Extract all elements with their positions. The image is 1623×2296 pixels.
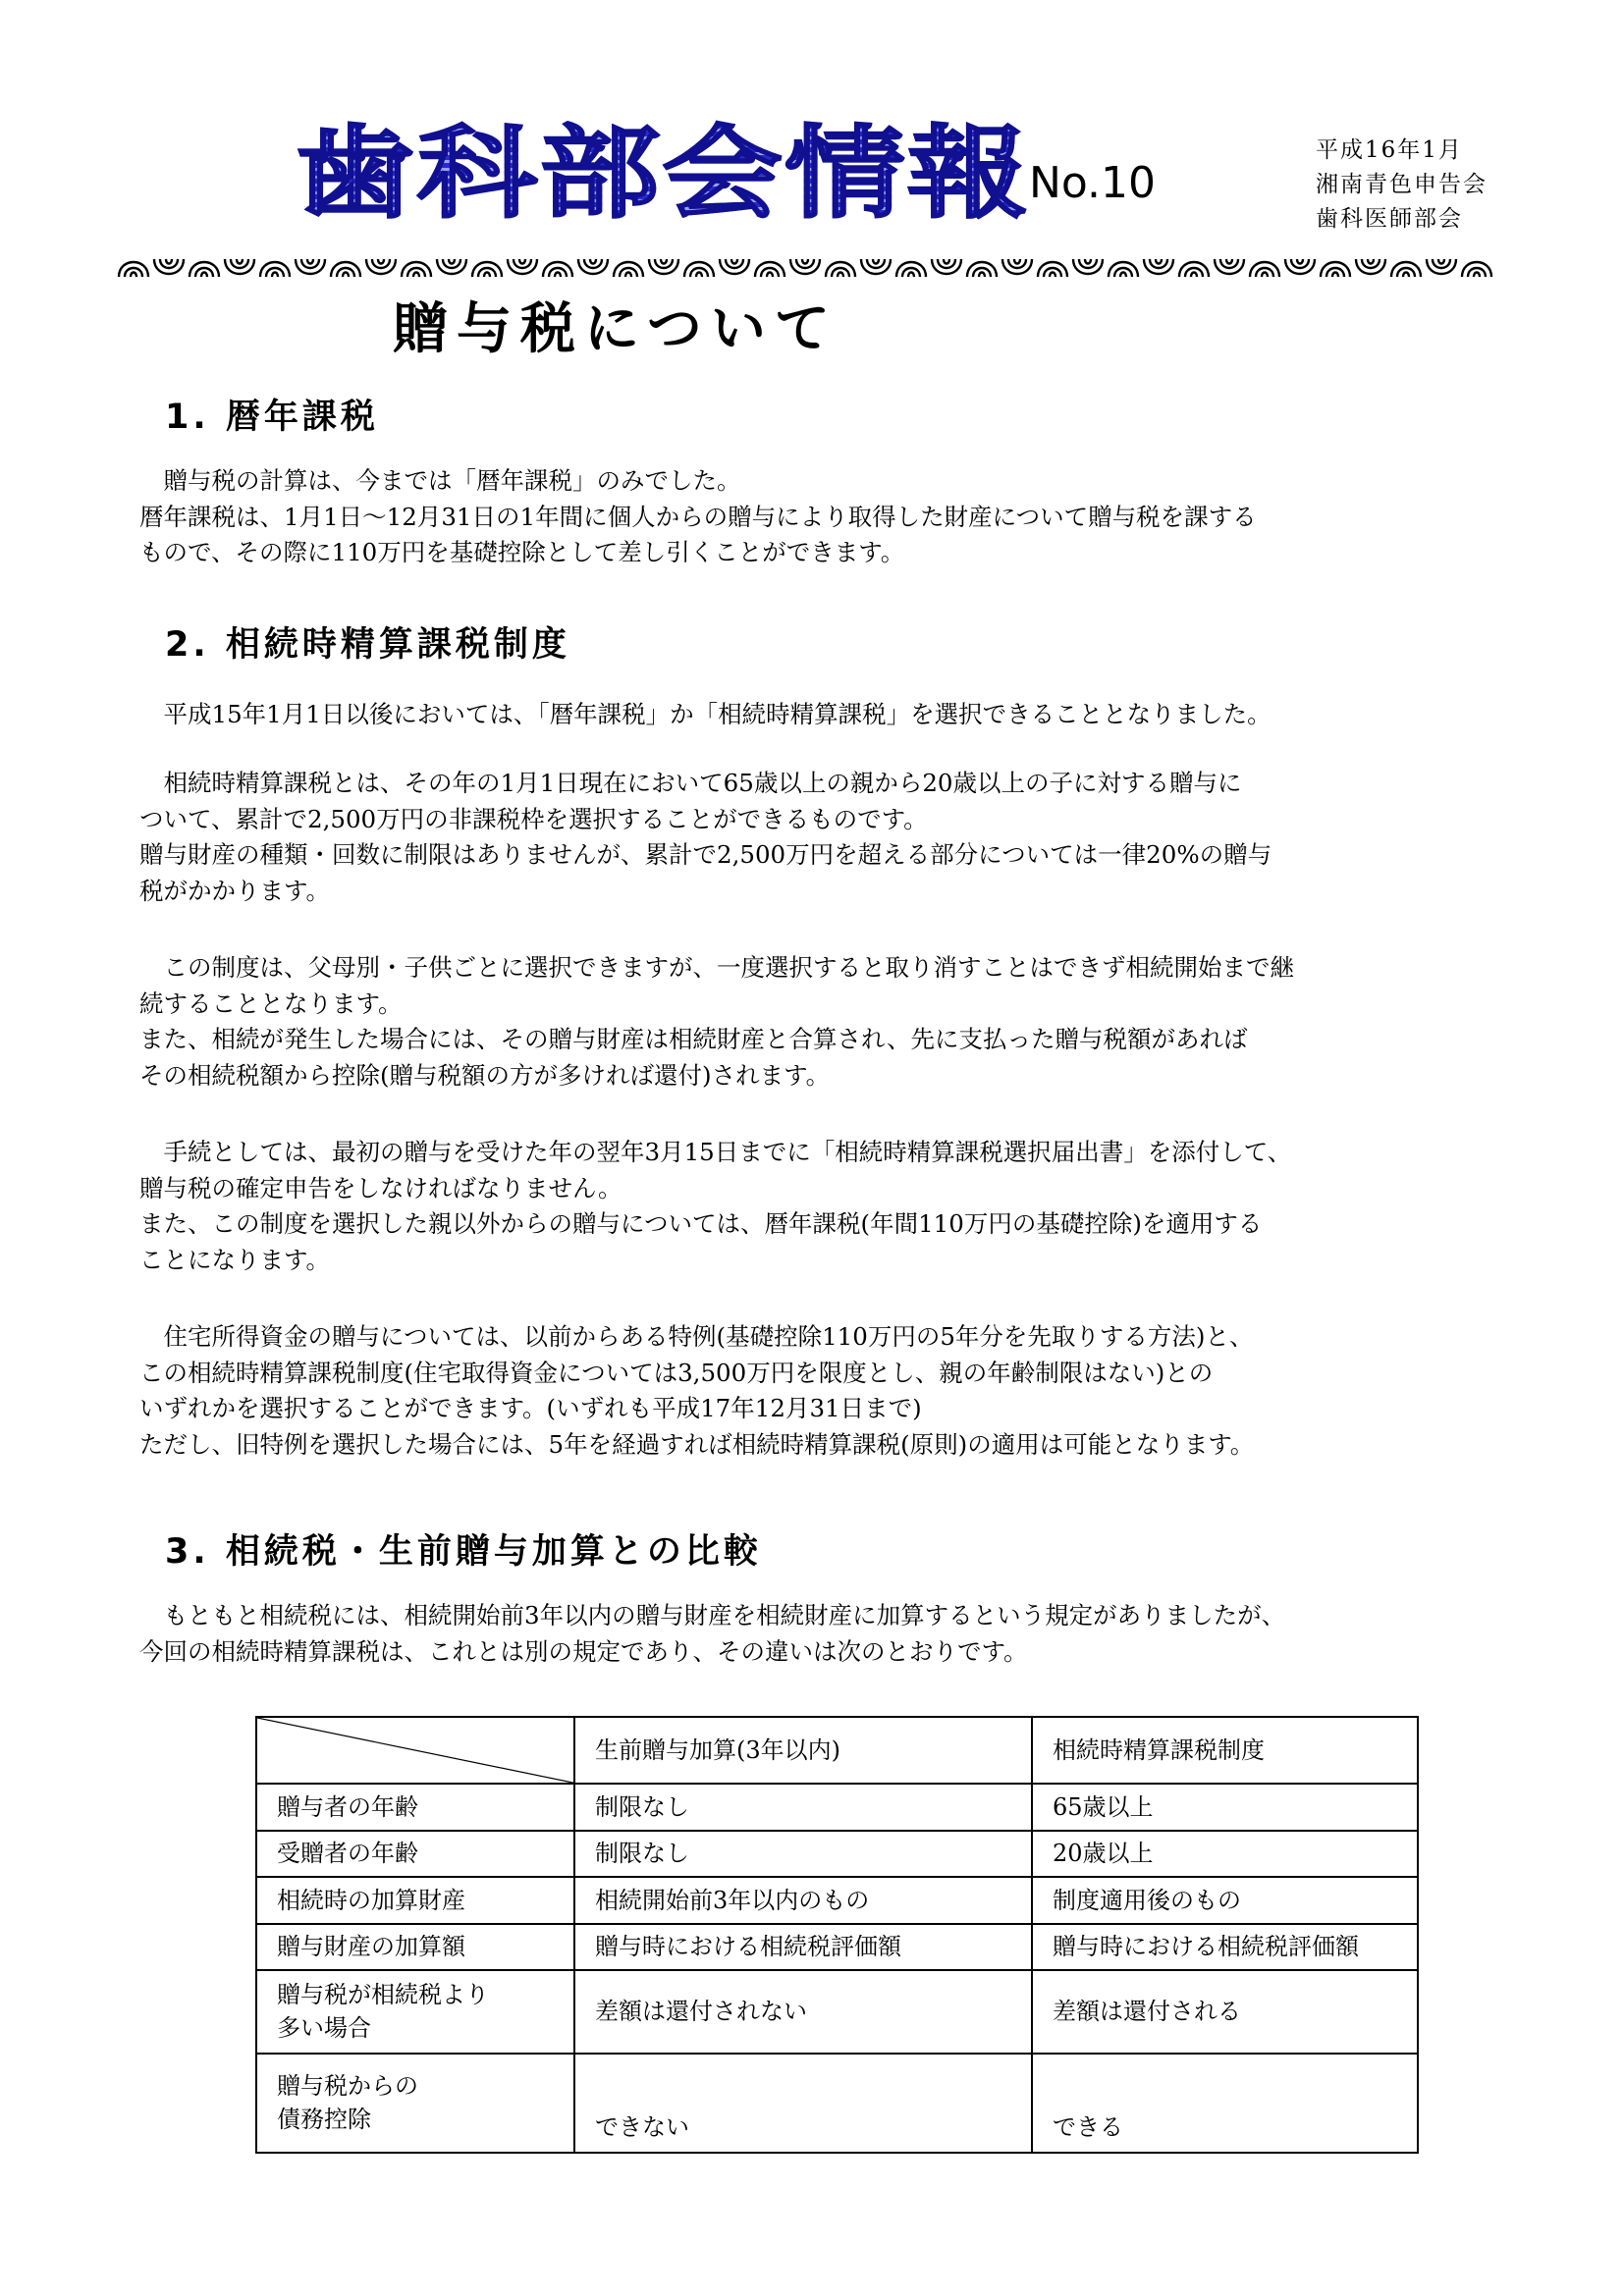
ornament-motif [119,262,148,277]
ornament-motif [1391,262,1421,277]
cell-text: 65歳以上 [1053,1792,1154,1821]
ornament-motif [366,259,396,274]
ornament-motif [1002,259,1032,274]
ornament-motif [1215,259,1244,274]
table-row [256,1877,1418,1923]
paragraph [139,697,1534,733]
table-row [256,1831,1418,1877]
ornament-motif [932,259,961,274]
table-cell [574,1970,1032,2054]
text-line: ただし、旧特例を選択した場合には、5年を経過すれば相続時精算課税(原則)の適用は可能となります。 [139,1429,1255,1459]
table-cell [574,1784,1032,1830]
text-line: いずれかを選択することができます。(いずれも平成17年12月31日まで) [139,1394,922,1422]
row-label-cell [256,1924,574,1970]
publisher-date: 平成16年1月 [1316,137,1463,163]
text-line: この相続時精算課税制度(住宅取得資金については3,500万円を限度とし、親の年齢制限はない)との [139,1358,1214,1387]
cell-text: 20歳以上 [1053,1840,1154,1868]
ornament-motif [225,259,254,274]
row-label: 贈与財産の加算額 [277,1933,465,1961]
text-line: ことになります。 [139,1245,331,1274]
cell-text: 制限なし [595,1792,689,1821]
row-label: 贈与税からの [277,2072,418,2101]
cell-text: 制度適用後のもの [1053,1886,1241,1914]
ornament-motif [508,259,537,274]
text-line: 続することとなります。 [139,988,403,1018]
paragraph [139,1319,1534,1463]
table-header-row [256,1717,1418,1784]
ornament-motif [189,262,219,277]
ornament-motif [296,259,325,274]
cell-text: できない [595,2113,689,2141]
ornament-motif [1250,262,1279,277]
text-line: 贈与税の確定申告をしなければなりません。 [139,1173,622,1202]
cell-text: 相続開始前3年以内のもの [595,1886,870,1914]
text-line: 住宅所得資金の贈与については、以前からある特例(基礎控除110万円の5年分を先取りする方法)と、 [139,1322,1254,1351]
section-heading-2: 2. 相続時精算課税制度 [165,625,570,665]
ornament-motif [1285,259,1315,274]
row-label-cell [256,1970,574,2054]
text-line: 暦年課税は、1月1日～12月31日の1年間に個人からの贈与により取得した財産について贈与税を課する [139,502,1257,531]
ornament-motif [720,259,749,274]
row-label: 受贈者の年齢 [277,1840,418,1868]
cell-text: 贈与時における相続税評価額 [1053,1933,1359,1961]
ornament-motif [1462,262,1491,277]
row-label: 債務控除 [277,2106,371,2134]
text-line: 手続としては、最初の贈与を受けた年の翌年3月15日までに「相続時精算課税選択届出書」を添付して、 [139,1138,1292,1166]
row-label-cell [256,2054,574,2153]
row-label: 贈与者の年齢 [277,1792,418,1821]
ornament-motif [826,262,855,277]
ornament-motif [1038,262,1067,277]
masthead [295,116,1041,234]
ornament-motif [331,262,360,277]
cell-text: 贈与時における相続税評価額 [595,1933,901,1961]
ornament-motif [1144,259,1173,274]
table-row [256,1784,1418,1830]
ornament-motif [755,262,784,277]
ornament-motif [1073,259,1103,274]
ornament-motif [1109,262,1138,277]
text-line: また、相続が発生した場合には、その贈与財産は相続財産と合算され、先に支払った贈与税額があれば [139,1025,1248,1053]
section-heading-1: 1. 暦年課税 [165,398,379,437]
ornament-motif [437,259,466,274]
table-cell [574,2054,1032,2153]
decorative-border [116,251,1508,285]
paragraph [139,1135,1534,1278]
document-title: 贈与税について [393,297,839,361]
masthead-title: 歯科部会情報 [295,116,1030,233]
table-row [256,1970,1418,2054]
row-label-cell [256,1831,574,1877]
publisher-division: 歯科医師部会 [1316,206,1463,232]
table-cell [574,1924,1032,1970]
ornament-motif [1427,259,1456,274]
ornament-motif [861,259,891,274]
text-line: もともと相続税には、相続開始前3年以内の贈与財産を相続財産に加算するという規定がありましたが、 [139,1601,1286,1629]
table-cell [1032,1784,1418,1830]
paragraph [139,1598,1534,1670]
text-line: 贈与税の計算は、今までは「暦年課税」のみでした。 [139,466,741,495]
publisher-block [1316,133,1532,237]
ornament-motif [649,259,678,274]
text-line: この制度は、父母別・子供ごとに選択できますが、一度選択すると取り消すことはできず相続開始まで継 [139,953,1294,982]
table-header-cell: 相続時精算課税制度 [1032,1717,1418,1784]
text-line: 平成15年1月1日以後においては、「暦年課税」か「相続時精算課税」を選択できることとなりました。 [139,700,1271,728]
ornament-motif [1356,259,1385,274]
text-line: 贈与財産の種類・回数に制限はありませんが、累計で2,500万円を超える部分については一律20%の贈与 [139,840,1272,869]
ornament-motif [790,259,820,274]
text-line: もので、その際に110万円を基礎控除として差し引くことができます。 [139,538,905,566]
issue-number: No.10 [1029,158,1157,208]
ornament-motif [472,262,502,277]
comparison-table [255,1716,1419,2154]
text-line: 相続時精算課税とは、その年の1月1日現在において65歳以上の親から20歳以上の子に対する贈与に [139,769,1242,797]
table-cell [1032,1924,1418,1970]
row-label: 相続時の加算財産 [277,1886,465,1914]
text-line: 今回の相続時精算課税は、これとは別の規定であり、その違いは次のとおりです。 [139,1636,1028,1666]
table-cell [1032,1877,1418,1923]
ornament-motif [967,262,997,277]
cell-text: できる [1053,2113,1123,2141]
ornament-motif [543,262,572,277]
ornament-motif [1321,262,1350,277]
ornament-motif [684,262,714,277]
table-cell [574,1831,1032,1877]
section-heading-3: 3. 相続税・生前贈与加算との比較 [165,1532,762,1572]
ornament-motif [578,259,608,274]
ornament-motif [402,262,431,277]
cell-text: 差額は還付される [1053,1998,1241,2026]
paragraph [139,766,1534,909]
paragraph [139,463,1534,571]
table-cell [1032,1831,1418,1877]
row-label: 多い場合 [277,2014,371,2043]
publisher-association: 湘南青色申告会 [1316,172,1488,197]
text-line: その相続税額から控除(贈与税額の方が多ければ還付)されます。 [139,1060,831,1090]
table-cell [574,1877,1032,1923]
cell-text: 制限なし [595,1840,689,1868]
text-line: 税がかかります。 [139,876,331,905]
table-corner-cell [256,1717,574,1784]
table-cell [1032,2054,1418,2153]
row-label-cell [256,1877,574,1923]
cell-text: 差額は還付されない [595,1998,807,2026]
row-label: 贈与税が相続税より [277,1981,489,2009]
table-header-cell: 生前贈与加算(3年以内) [574,1717,1032,1784]
ornament-motif [260,262,290,277]
ornament-motif [614,262,643,277]
table-row [256,2054,1418,2153]
ornament-motif [896,262,926,277]
table-row [256,1924,1418,1970]
paragraph [139,950,1534,1094]
text-line: ついて、累計で2,500万円の非課税枠を選択することができるものです。 [139,804,928,833]
text-line: また、この制度を選択した親以外からの贈与については、暦年課税(年間110万円の基礎控除)を適用する [139,1209,1263,1238]
row-label-cell [256,1784,574,1830]
ornament-motif [154,259,184,274]
table-cell [1032,1970,1418,2054]
diagonal-line [257,1718,573,1783]
ornament-motif [1179,262,1209,277]
